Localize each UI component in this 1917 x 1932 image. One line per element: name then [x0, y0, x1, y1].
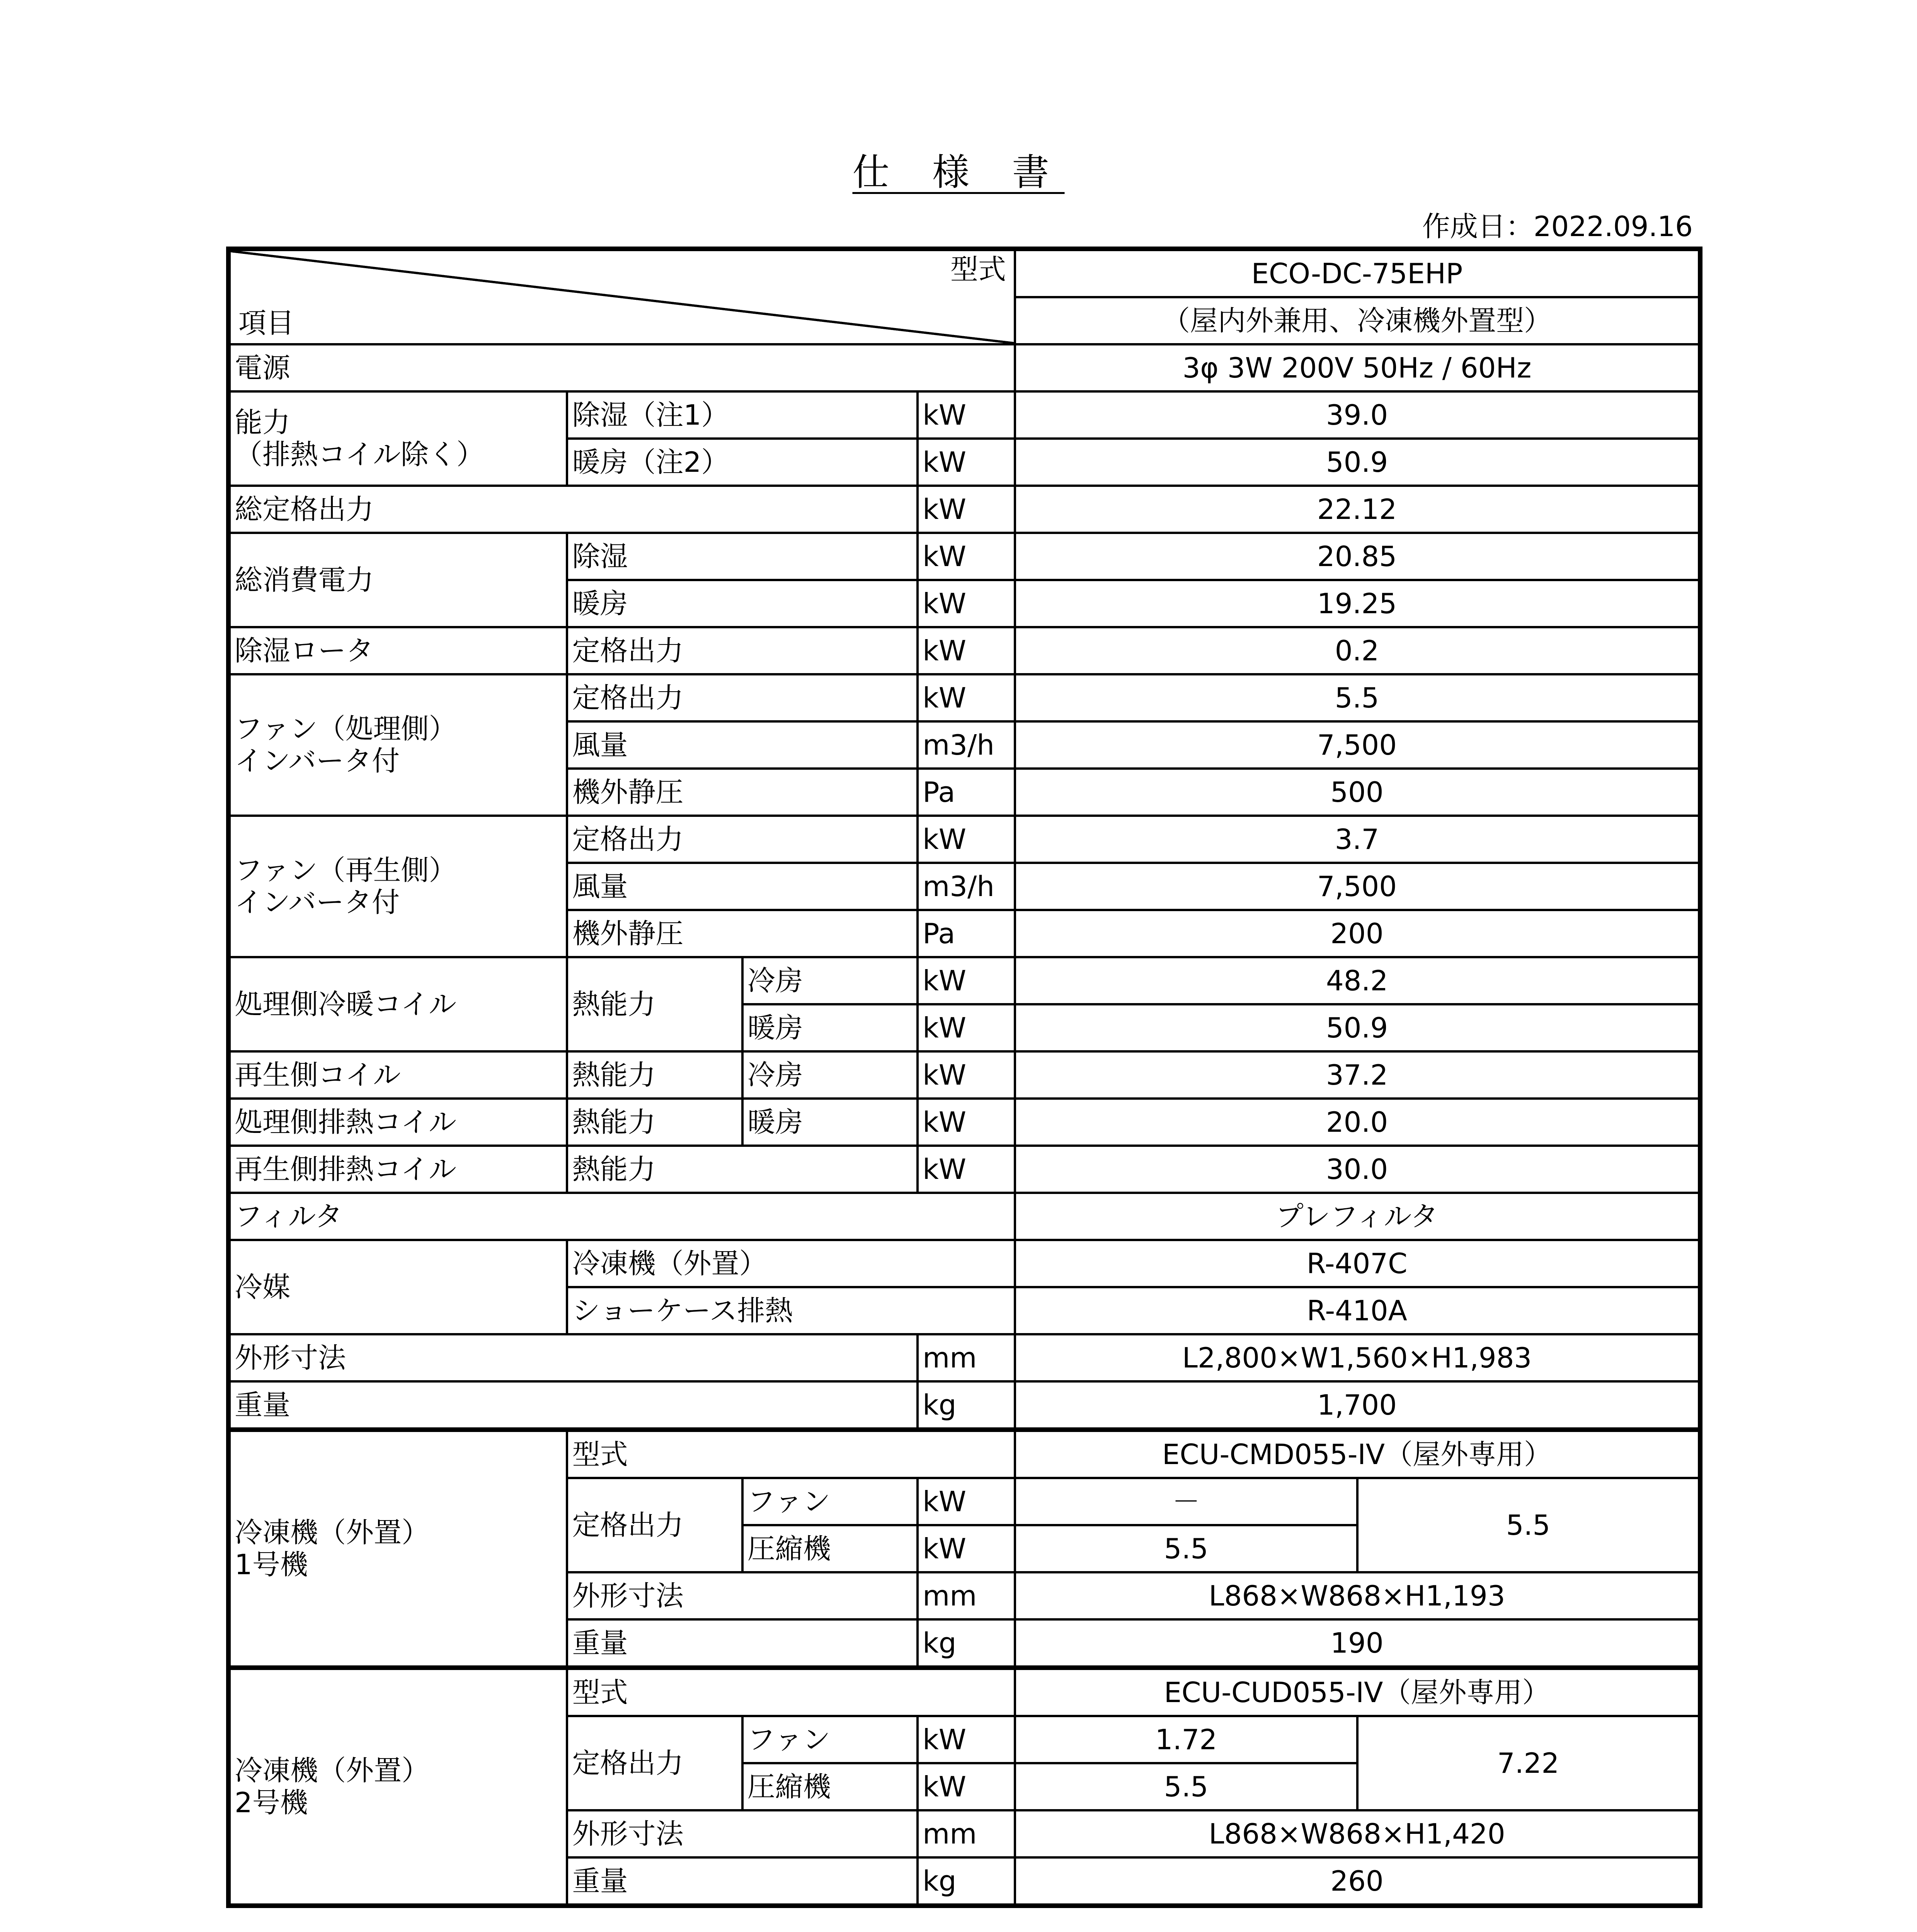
unit-cell: Pa	[918, 910, 1015, 957]
row-label: 処理側排熱コイル	[228, 1099, 567, 1146]
sub-label: 定格出力	[567, 1716, 742, 1810]
row-value: 0.2	[1015, 627, 1700, 674]
row-value: 5.5	[1015, 674, 1700, 721]
sub-sub-label: ファン	[742, 1716, 918, 1763]
row-value: 37.2	[1015, 1051, 1700, 1099]
model-name: ECO-DC-75EHP	[1015, 249, 1700, 297]
table-row	[228, 486, 1700, 533]
sub-label: 型式	[567, 1430, 1015, 1478]
row-value: 30.0	[1015, 1146, 1700, 1193]
row-label: 冷媒	[228, 1240, 567, 1334]
sub-label: 暖房（注2）	[567, 439, 918, 486]
table-row	[228, 1430, 1700, 1478]
sub-label: 除湿	[567, 533, 918, 580]
sub-label: 定格出力	[567, 1478, 742, 1572]
table-row	[228, 1193, 1700, 1240]
unit-cell: mm	[918, 1810, 1015, 1857]
sub-label: 熱能力	[567, 1051, 742, 1099]
unit2-total-value: 7.22	[1497, 1747, 1559, 1779]
unit1-dimensions: L868×W868×H1,193	[1015, 1572, 1700, 1619]
row-label: 電源	[228, 344, 1015, 391]
header-diagonal-cell	[228, 249, 1015, 344]
row-label: 除湿ロータ	[228, 627, 567, 674]
model-note: （屋内外兼用、冷凍機外置型）	[1015, 297, 1700, 344]
table-row	[228, 674, 1700, 721]
row-value: R-407C	[1015, 1240, 1700, 1287]
row-label: 処理側冷暖コイル	[228, 957, 567, 1051]
sub-label: 定格出力	[567, 816, 918, 863]
table-row	[228, 816, 1700, 863]
unit-cell: kW	[918, 533, 1015, 580]
sub-label: 冷凍機（外置）	[567, 1240, 1015, 1287]
unit2-dimensions: L868×W868×H1,420	[1015, 1810, 1700, 1857]
creation-date: 作成日：2022.09.16	[1422, 210, 1693, 243]
sub-label: 暖房	[567, 580, 918, 627]
sub-label: 機外静圧	[567, 769, 918, 816]
row-value: 1,700	[1015, 1381, 1700, 1430]
unit1-comp-value: 5.5	[1164, 1532, 1209, 1565]
table-row	[228, 1146, 1700, 1193]
unit-cell: kW	[918, 439, 1015, 486]
unit-cell: kW	[918, 486, 1015, 533]
table-row	[228, 1051, 1700, 1099]
row-value: 20.0	[1015, 1099, 1700, 1146]
unit-cell: kW	[918, 1146, 1015, 1193]
row-value: 50.9	[1015, 439, 1700, 486]
unit-cell: kW	[918, 391, 1015, 439]
unit-cell: mm	[918, 1572, 1015, 1619]
sub-label: 型式	[567, 1668, 1015, 1716]
sub-sub-label: 冷房	[742, 957, 918, 1004]
unit-cell: kW	[918, 580, 1015, 627]
sub-label: 外形寸法	[567, 1572, 918, 1619]
row-label: 重量	[228, 1381, 918, 1430]
sub-label: ショーケース排熱	[567, 1287, 1015, 1334]
sub-label: 風量	[567, 863, 918, 910]
sub-label: 定格出力	[567, 674, 918, 721]
unit1-output-split	[1015, 1478, 1700, 1572]
row-value: 20.85	[1015, 533, 1700, 580]
row-value: R-410A	[1015, 1287, 1700, 1334]
sub-label: 熱能力	[567, 957, 742, 1051]
katashiki-label: 型式	[950, 253, 1006, 286]
sub-label: 機外静圧	[567, 910, 918, 957]
row-label: フィルタ	[228, 1193, 1015, 1240]
sub-sub-label: 圧縮機	[742, 1763, 918, 1810]
spec-table	[226, 247, 1702, 1908]
row-value: 7,500	[1015, 863, 1700, 910]
sub-label: 除湿（注1）	[567, 391, 918, 439]
unit-cell: kW	[918, 674, 1015, 721]
unit1-weight: 190	[1015, 1619, 1700, 1668]
table-row	[228, 1668, 1700, 1716]
row-label: 能力 （排熱コイル除く）	[228, 391, 567, 486]
document-title: 仕 様 書	[852, 151, 1065, 194]
unit2-model: ECU-CUD055-IV（屋外専用）	[1015, 1668, 1700, 1716]
unit-cell: kg	[918, 1619, 1015, 1668]
unit-cell: kW	[918, 816, 1015, 863]
sub-sub-label: 圧縮機	[742, 1525, 918, 1572]
table-row	[228, 1381, 1700, 1430]
unit1-total-value: 5.5	[1506, 1509, 1551, 1541]
unit2-comp-value: 5.5	[1164, 1770, 1209, 1803]
unit-cell: kW	[918, 1763, 1015, 1810]
sub-label: 外形寸法	[567, 1810, 918, 1857]
unit-cell: m3/h	[918, 721, 1015, 769]
row-value: 50.9	[1015, 1004, 1700, 1051]
unit-cell: kW	[918, 1099, 1015, 1146]
sub-sub-label: 冷房	[742, 1051, 918, 1099]
unit-cell: kW	[918, 627, 1015, 674]
row-value: L2,800×W1,560×H1,983	[1015, 1334, 1700, 1381]
unit1-fan-value: －	[1016, 1479, 1356, 1526]
row-value: 22.12	[1015, 486, 1700, 533]
row-value: 500	[1015, 769, 1700, 816]
sub-label: 風量	[567, 721, 918, 769]
row-value: 3.7	[1015, 816, 1700, 863]
row-value: 39.0	[1015, 391, 1700, 439]
sub-label: 重量	[567, 1619, 918, 1668]
sub-sub-label: ファン	[742, 1478, 918, 1525]
unit-cell: kW	[918, 1478, 1015, 1525]
row-value: 48.2	[1015, 957, 1700, 1004]
row-value: 200	[1015, 910, 1700, 957]
row-value: 7,500	[1015, 721, 1700, 769]
row-label: ファン（処理側） インバータ付	[228, 674, 567, 816]
row-label: 外形寸法	[228, 1334, 918, 1381]
unit-cell: kW	[918, 1004, 1015, 1051]
sub-sub-label: 暖房	[742, 1004, 918, 1051]
table-row	[228, 1240, 1700, 1287]
table-row	[228, 391, 1700, 439]
unit-cell: mm	[918, 1334, 1015, 1381]
unit-cell: kg	[918, 1381, 1015, 1430]
unit-cell: kW	[918, 1525, 1015, 1572]
row-label: 総消費電力	[228, 533, 567, 627]
row-label: ファン（再生側） インバータ付	[228, 816, 567, 957]
unit-cell: m3/h	[918, 863, 1015, 910]
table-row	[228, 627, 1700, 674]
unit2-label: 冷凍機（外置） 2号機	[228, 1668, 567, 1906]
header-row	[228, 249, 1700, 297]
table-row	[228, 957, 1700, 1004]
sub-label: 定格出力	[567, 627, 918, 674]
unit-cell: kg	[918, 1857, 1015, 1906]
row-label: 総定格出力	[228, 486, 918, 533]
row-value: プレフィルタ	[1015, 1193, 1700, 1240]
unit-cell: kW	[918, 957, 1015, 1004]
unit2-weight: 260	[1015, 1857, 1700, 1906]
unit-cell: Pa	[918, 769, 1015, 816]
sub-label: 重量	[567, 1857, 918, 1906]
table-row	[228, 1099, 1700, 1146]
sub-sub-label: 暖房	[742, 1099, 918, 1146]
unit1-model: ECU-CMD055-IV（屋外専用）	[1015, 1430, 1700, 1478]
table-row	[228, 533, 1700, 580]
unit1-label: 冷凍機（外置） 1号機	[228, 1430, 567, 1668]
table-row	[228, 1334, 1700, 1381]
unit2-fan-value: 1.72	[1016, 1717, 1356, 1764]
unit-cell: kW	[918, 1051, 1015, 1099]
table-row	[228, 344, 1700, 391]
sub-label: 熱能力	[567, 1099, 742, 1146]
row-value: 3φ 3W 200V 50Hz / 60Hz	[1015, 344, 1700, 391]
sub-label: 熱能力	[567, 1146, 918, 1193]
unit2-output-split	[1015, 1716, 1700, 1810]
unit-cell: kW	[918, 1716, 1015, 1763]
koumoku-label: 項目	[238, 307, 295, 340]
row-label: 再生側コイル	[228, 1051, 567, 1099]
row-label: 再生側排熱コイル	[228, 1146, 567, 1193]
row-value: 19.25	[1015, 580, 1700, 627]
